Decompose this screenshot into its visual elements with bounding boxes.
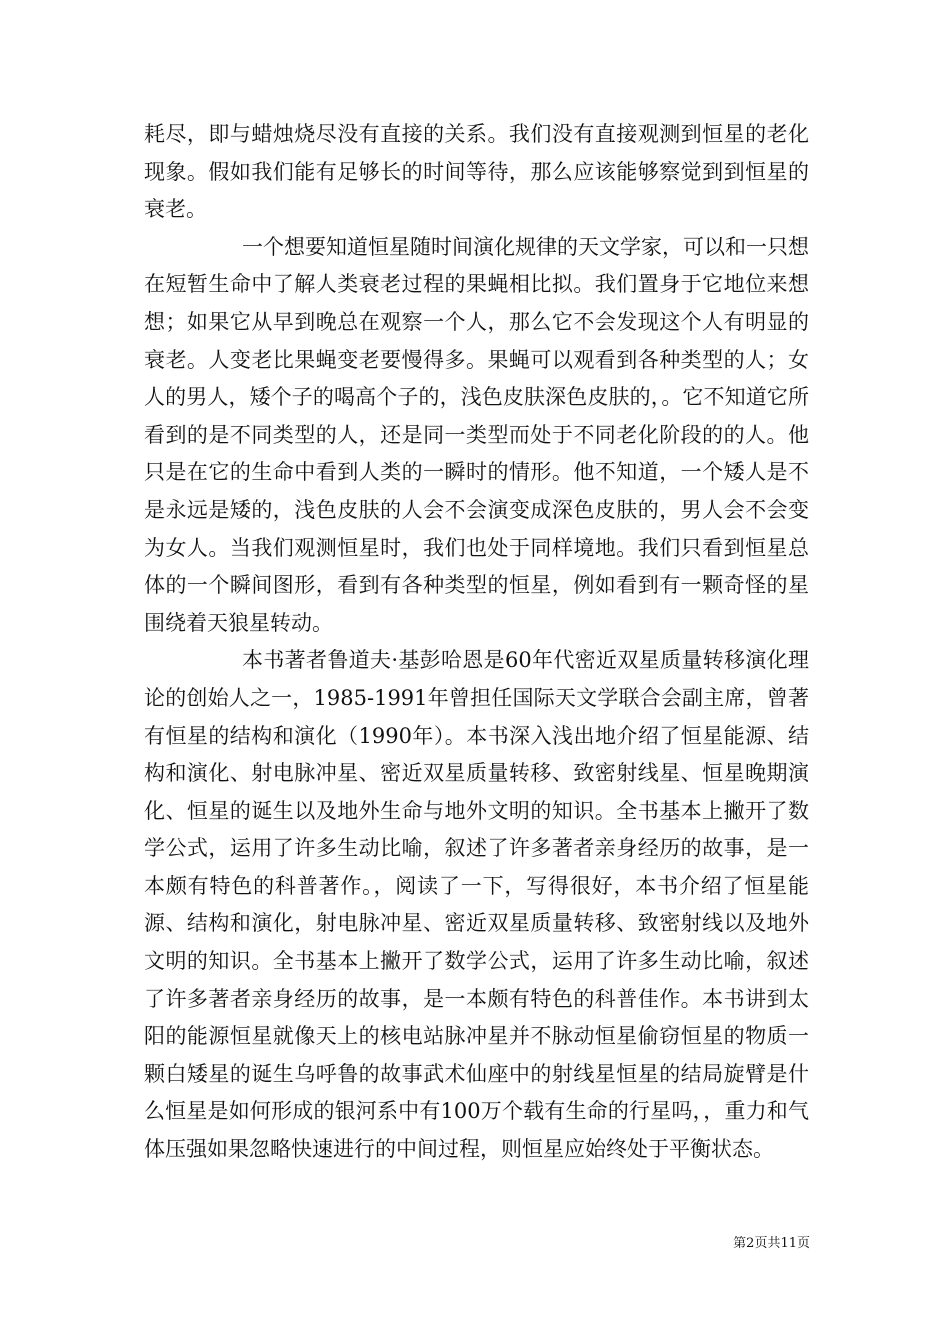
paragraph-2: 一个想要知道恒星随时间演化规律的天文学家，可以和一只想在短暂生命中了解人类衰老过程的果蝇相比拟。我们置身于它地位来想想；如果它从早到晚总在观察一个人，那么它不会发现这个人有明显的衰老。人变老比果蝇变老要慢得多。果蝇可以观看到各种类型的人；女人的男人，矮个子的喝高个子的，浅色皮肤深色皮肤的，。它不知道它所看到的是不同类型的人，还是同一类型而处于不同老化阶段的的人。他只是在它的生命中看到人类的一瞬时的情形。他不知道，一个矮人是不是永远是矮的，浅色皮肤的人会不会演变成深色皮肤的，男人会不会变为女人。当我们观测恒星时，我们也处于同样境地。我们只看到恒星总体的一个瞬间图形，看到有各种类型的恒星，例如看到有一颗奇怪的星围绕着天狼星转动。 [144, 234, 809, 635]
page-footer: 第2页共11页 [733, 1236, 810, 1251]
body-text [144, 116, 809, 1169]
paragraph-3: 本书著者鲁道夫·基彭哈恩是60年代密近双星质量转移演化理论的创始人之一，1985-1991年曾担任国际天文学联合会副主席，曾著有恒星的结构和演化（1990年）。本书深入浅出地介绍了恒星能源、结构和演化、射电脉冲星、密近双星质量转移、致密射线星、恒星晚期演化、恒星的诞生以及地外生命与地外文明的知识。全书基本上撇开了数学公式，运用了许多生动比喻，叙述了许多著者亲身经历的故事，是一本颇有特色的科普著作。，阅读了一下，写得很好，本书介绍了恒星能源、结构和演化，射电脉冲星、密近双星质量转移、致密射线以及地外文明的知识。全书基本上撇开了数学公式，运用了许多生动比喻，叙述了许多著者亲身经历的故事，是一本颇有特色的科普佳作。本书讲到太阳的能源恒星就像天上的核电站脉冲星并不脉动恒星偷窃恒星的物质一颗白矮星的诞生乌呼鲁的故事武术仙座中的射线星恒星的结局旋臂是什么恒星是如何形成的银河系中有100万个载有生命的行星吗，，重力和气体压强如果忽略快速进行的中间过程，则恒星应始终处于平衡状态。 [144, 648, 809, 1162]
paragraph-1: 耗尽，即与蜡烛烧尽没有直接的关系。我们没有直接观测到恒星的老化现象。假如我们能有足够长的时间等待，那么应该能够察觉到到恒星的衰老。 [144, 122, 809, 222]
